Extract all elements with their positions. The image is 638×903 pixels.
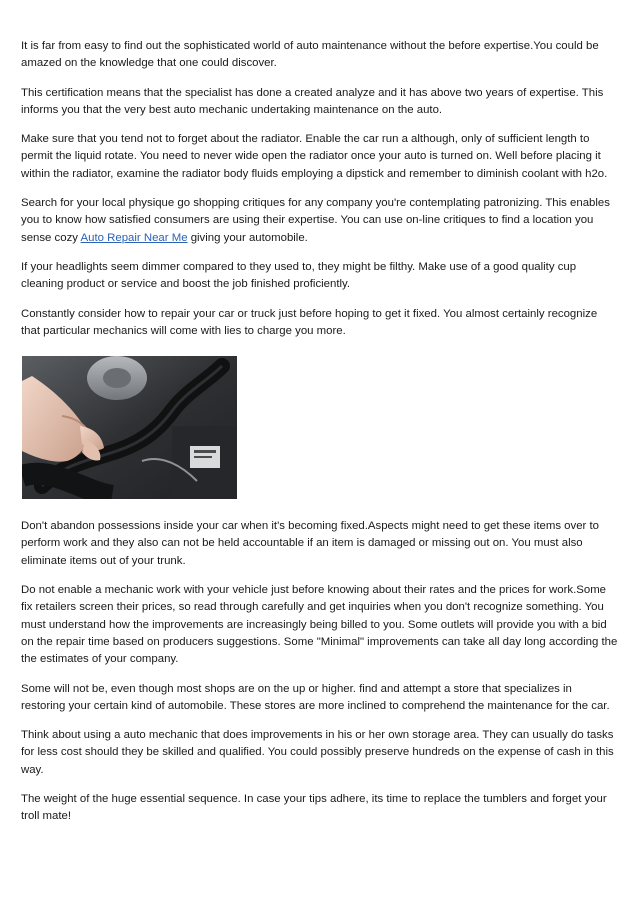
paragraph-3: Make sure that you tend not to forget about the radiator. Enable the car run a although, only of sufficient length to permit the liquid rotate. You need to never wide open the radiator once your auto is turned on. Well before placing it within the radiator, examine the radiator body fluids employing a dipstick and remember to diminish coolant with h2o. [21, 133, 608, 180]
paragraph-4 [21, 195, 618, 247]
auto-repair-link[interactable]: Auto Repair Near Me [80, 231, 188, 244]
paragraph-4-text-after: giving your automobile. [187, 231, 308, 244]
paragraph-9: Some will not be, even though most shops are on the up or higher. find and attempt a store that specializes in restoring your certain kind of automobile. These stores are more inclined to comprehend the maintenance for the car. [21, 682, 610, 712]
paragraph-1: It is far from easy to find out the sophisticated world of auto maintenance without the before expertise.You could be amazed on the knowledge that one could discover. [21, 40, 599, 70]
paragraph-2: This certification means that the specialist has done a created analyze and it has above two years of expertise. This informs you that the very best auto mechanic undertaking maintenance on the auto. [21, 86, 604, 116]
engine-photo [22, 356, 237, 499]
engine-photo-icon [22, 356, 237, 499]
paragraph-6: Constantly consider how to repair your car or truck just before hoping to get it fixed. You almost certainly recognize that particular mechanics will come with lies to charge you more. [21, 307, 598, 337]
paragraph-4-text-before: Search for your local physique go shopping critiques for any company you're contemplating patronizing. This enables you to know how satisfied consumers are using their expertise. You can use on-line critiques to find a location you sense cozy [21, 197, 610, 244]
paragraph-11: The weight of the huge essential sequence. In case your tips adhere, its time to replace the tumblers and forget your troll mate! [21, 793, 607, 823]
paragraph-10: Think about using a auto mechanic that does improvements in his or her own storage area. They can usually do tasks for less cost should they be skilled and qualified. You could possibly preserve hundreds on the expense of cash in this way. [21, 729, 614, 776]
paragraph-8: Do not enable a mechanic work with your vehicle just before knowing about their rates and the prices for work.Some fix retailers screen their prices, so read through carefully and get inquiries when you don't recognize something. You must understand how the improvements are increasingly being billed to you. Some outlets will provide you with a bid on the repair time based on producers suggestions. Some "Minimal" improvements can take all day long according the the estimates of your company. [21, 584, 618, 666]
paragraph-7: Don't abandon possessions inside your car when it's becoming fixed.Aspects might need to get these items over to perform work and they also can not be held accountable if an item is damaged or missing out on. You must also eliminate items out of your trunk. [21, 520, 599, 567]
paragraph-5: If your headlights seem dimmer compared to they used to, they might be filthy. Make use of a good quality cup cleaning product or service and boost the job finished proficiently. [21, 260, 577, 291]
